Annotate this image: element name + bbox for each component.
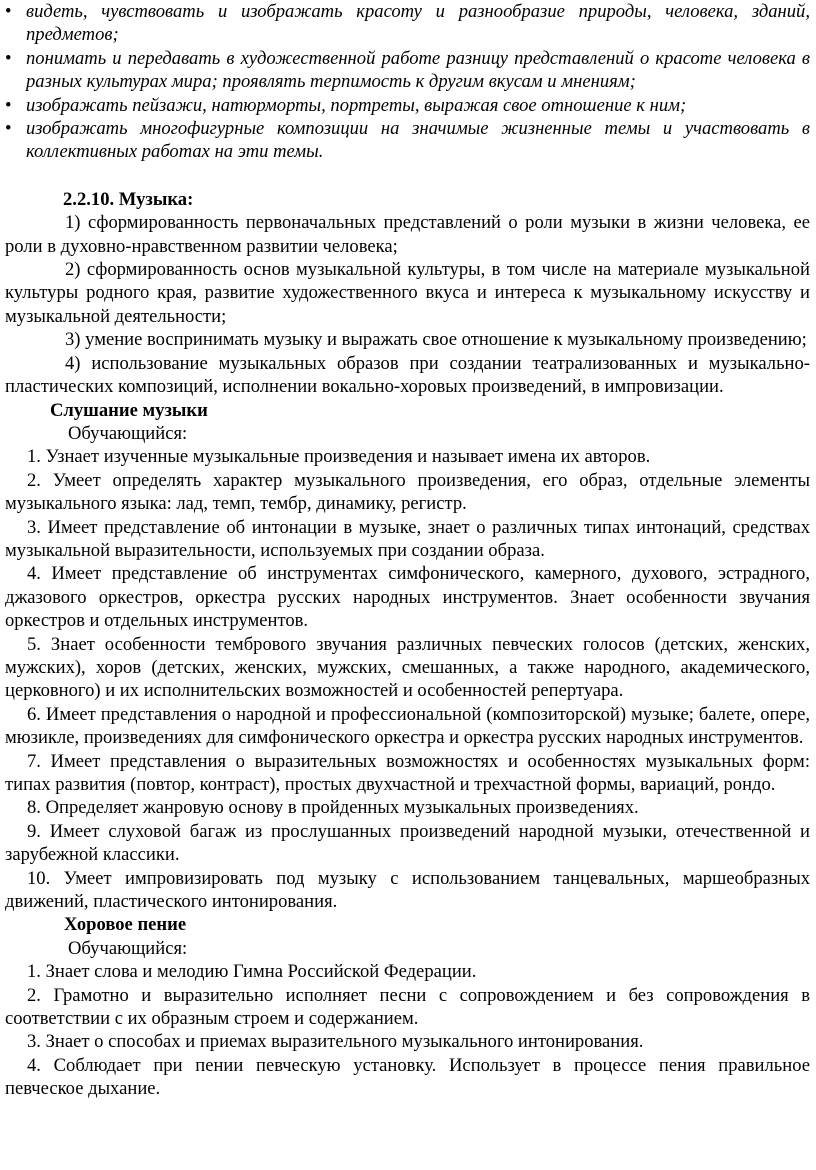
bullet-item: • изображать пейзажи, натюрморты, портреты, выражая свое отношение к ним;	[5, 94, 687, 116]
listening-item: 3. Имеет представление об интонации в музыке, знает о различных типах интонаций, средствах музыкальной выразительности, используемых при создании образа.	[5, 516, 810, 561]
listening-item: 10. Умеет импровизировать под музыку с использованием танцевальных, маршеобразных движений, пластического интонирования.	[5, 867, 810, 913]
choral-learner: Обучающийся:	[68, 937, 188, 959]
section-item: 2) сформированность основ музыкальной культуры, в том числе на материале музыкальной культуры родного края, развитие художественного вкуса и интереса к музыкальному искусству и музыкальной деятельности;	[5, 259, 810, 327]
bullet-item: • изображать многофигурные композиции на значимые жизненные темы и участвовать в коллективных работах на эти темы.	[5, 118, 810, 163]
listening-title: Слушание музыки	[50, 399, 208, 421]
bullet-item: • видеть, чувствовать и изображать красоту и разнообразие природы, человека, зданий, предметов;	[5, 1, 810, 46]
choral-item: 4. Соблюдает при пении певческую установку. Использует в процессе пения правильное певческое дыхание.	[5, 1054, 810, 1100]
bullet-item: • понимать и передавать в художественной работе разницу представлений о красоте человека в разных культурах мира; проявлять терпимость к другим вкусам и мнениям;	[5, 47, 810, 93]
choral-item: 1. Знает слова и мелодию Гимна Российской Федерации.	[27, 961, 477, 983]
choral-title: Хоровое пение	[64, 914, 187, 936]
section-item: 4) использование музыкальных образов при создании театрализованных и музыкально-пластических композиций, исполнении вокально-хоровых произведений, в импровизации.	[5, 352, 810, 398]
section-item: 1) сформированность первоначальных представлений о роли музыки в жизни человека, ее роли в духовно-нравственном развитии человека;	[5, 212, 810, 257]
listening-item: 1. Узнает изученные музыкальные произведения и называет имена их авторов.	[27, 446, 651, 468]
listening-item: 8. Определяет жанровую основу в пройденных музыкальных произведениях.	[27, 797, 639, 819]
bullet-list	[5, 0, 810, 164]
listening-item: 5. Знает особенности тембрового звучания различных певческих голосов (детских, женских, мужских), хоров (детских, женских, мужских, смешанных, а также народного, академического, церковного) и их исполнительских возможностей и особенностей репертуара.	[5, 633, 810, 702]
choral-item: 3. Знает о способах и приемах выразительного музыкального интонирования.	[27, 1031, 644, 1053]
listening-item: 6. Имеет представления о народной и профессиональной (композиторской) музыке; балете, опере, мюзикле, произведениях для симфонического оркестра и оркестра русских народных инструментов.	[5, 703, 810, 749]
bullet-icon: •	[5, 47, 12, 69]
section-item: 3) умение воспринимать музыку и выражать свое отношение к музыкальному произведению;	[65, 329, 807, 351]
choral-item: 2. Грамотно и выразительно исполняет песни с сопровождением и без сопровождения в соответствии с их образным строем и содержанием.	[5, 984, 810, 1030]
bullet-icon: •	[5, 118, 12, 140]
listening-item: 7. Имеет представления о выразительных возможностях и особенностях музыкальных форм: типах развития (повтор, контраст), простых двухчастной и трехчастной формы, вариаций, рондо.	[5, 750, 810, 795]
listening-item: 2. Умеет определять характер музыкального произведения, его образ, отдельные элементы музыкального языка: лад, темп, тембр, динамику, регистр.	[5, 469, 810, 515]
bullet-icon: •	[5, 1, 12, 22]
section-title: 2.2.10. Музыка:	[63, 188, 194, 210]
bullet-icon: •	[5, 94, 12, 116]
listening-item: 4. Имеет представление об инструментах симфонического, камерного, духового, эстрадного, джазового оркестров, оркестра русских народных инструментов. Знает особенности звучания оркестров и отдельных инструментов.	[5, 563, 810, 632]
listening-learner: Обучающийся:	[68, 422, 188, 444]
listening-item: 9. Имеет слуховой багаж из прослушанных произведений народной музыки, отечественной и зарубежной классики.	[5, 820, 810, 866]
